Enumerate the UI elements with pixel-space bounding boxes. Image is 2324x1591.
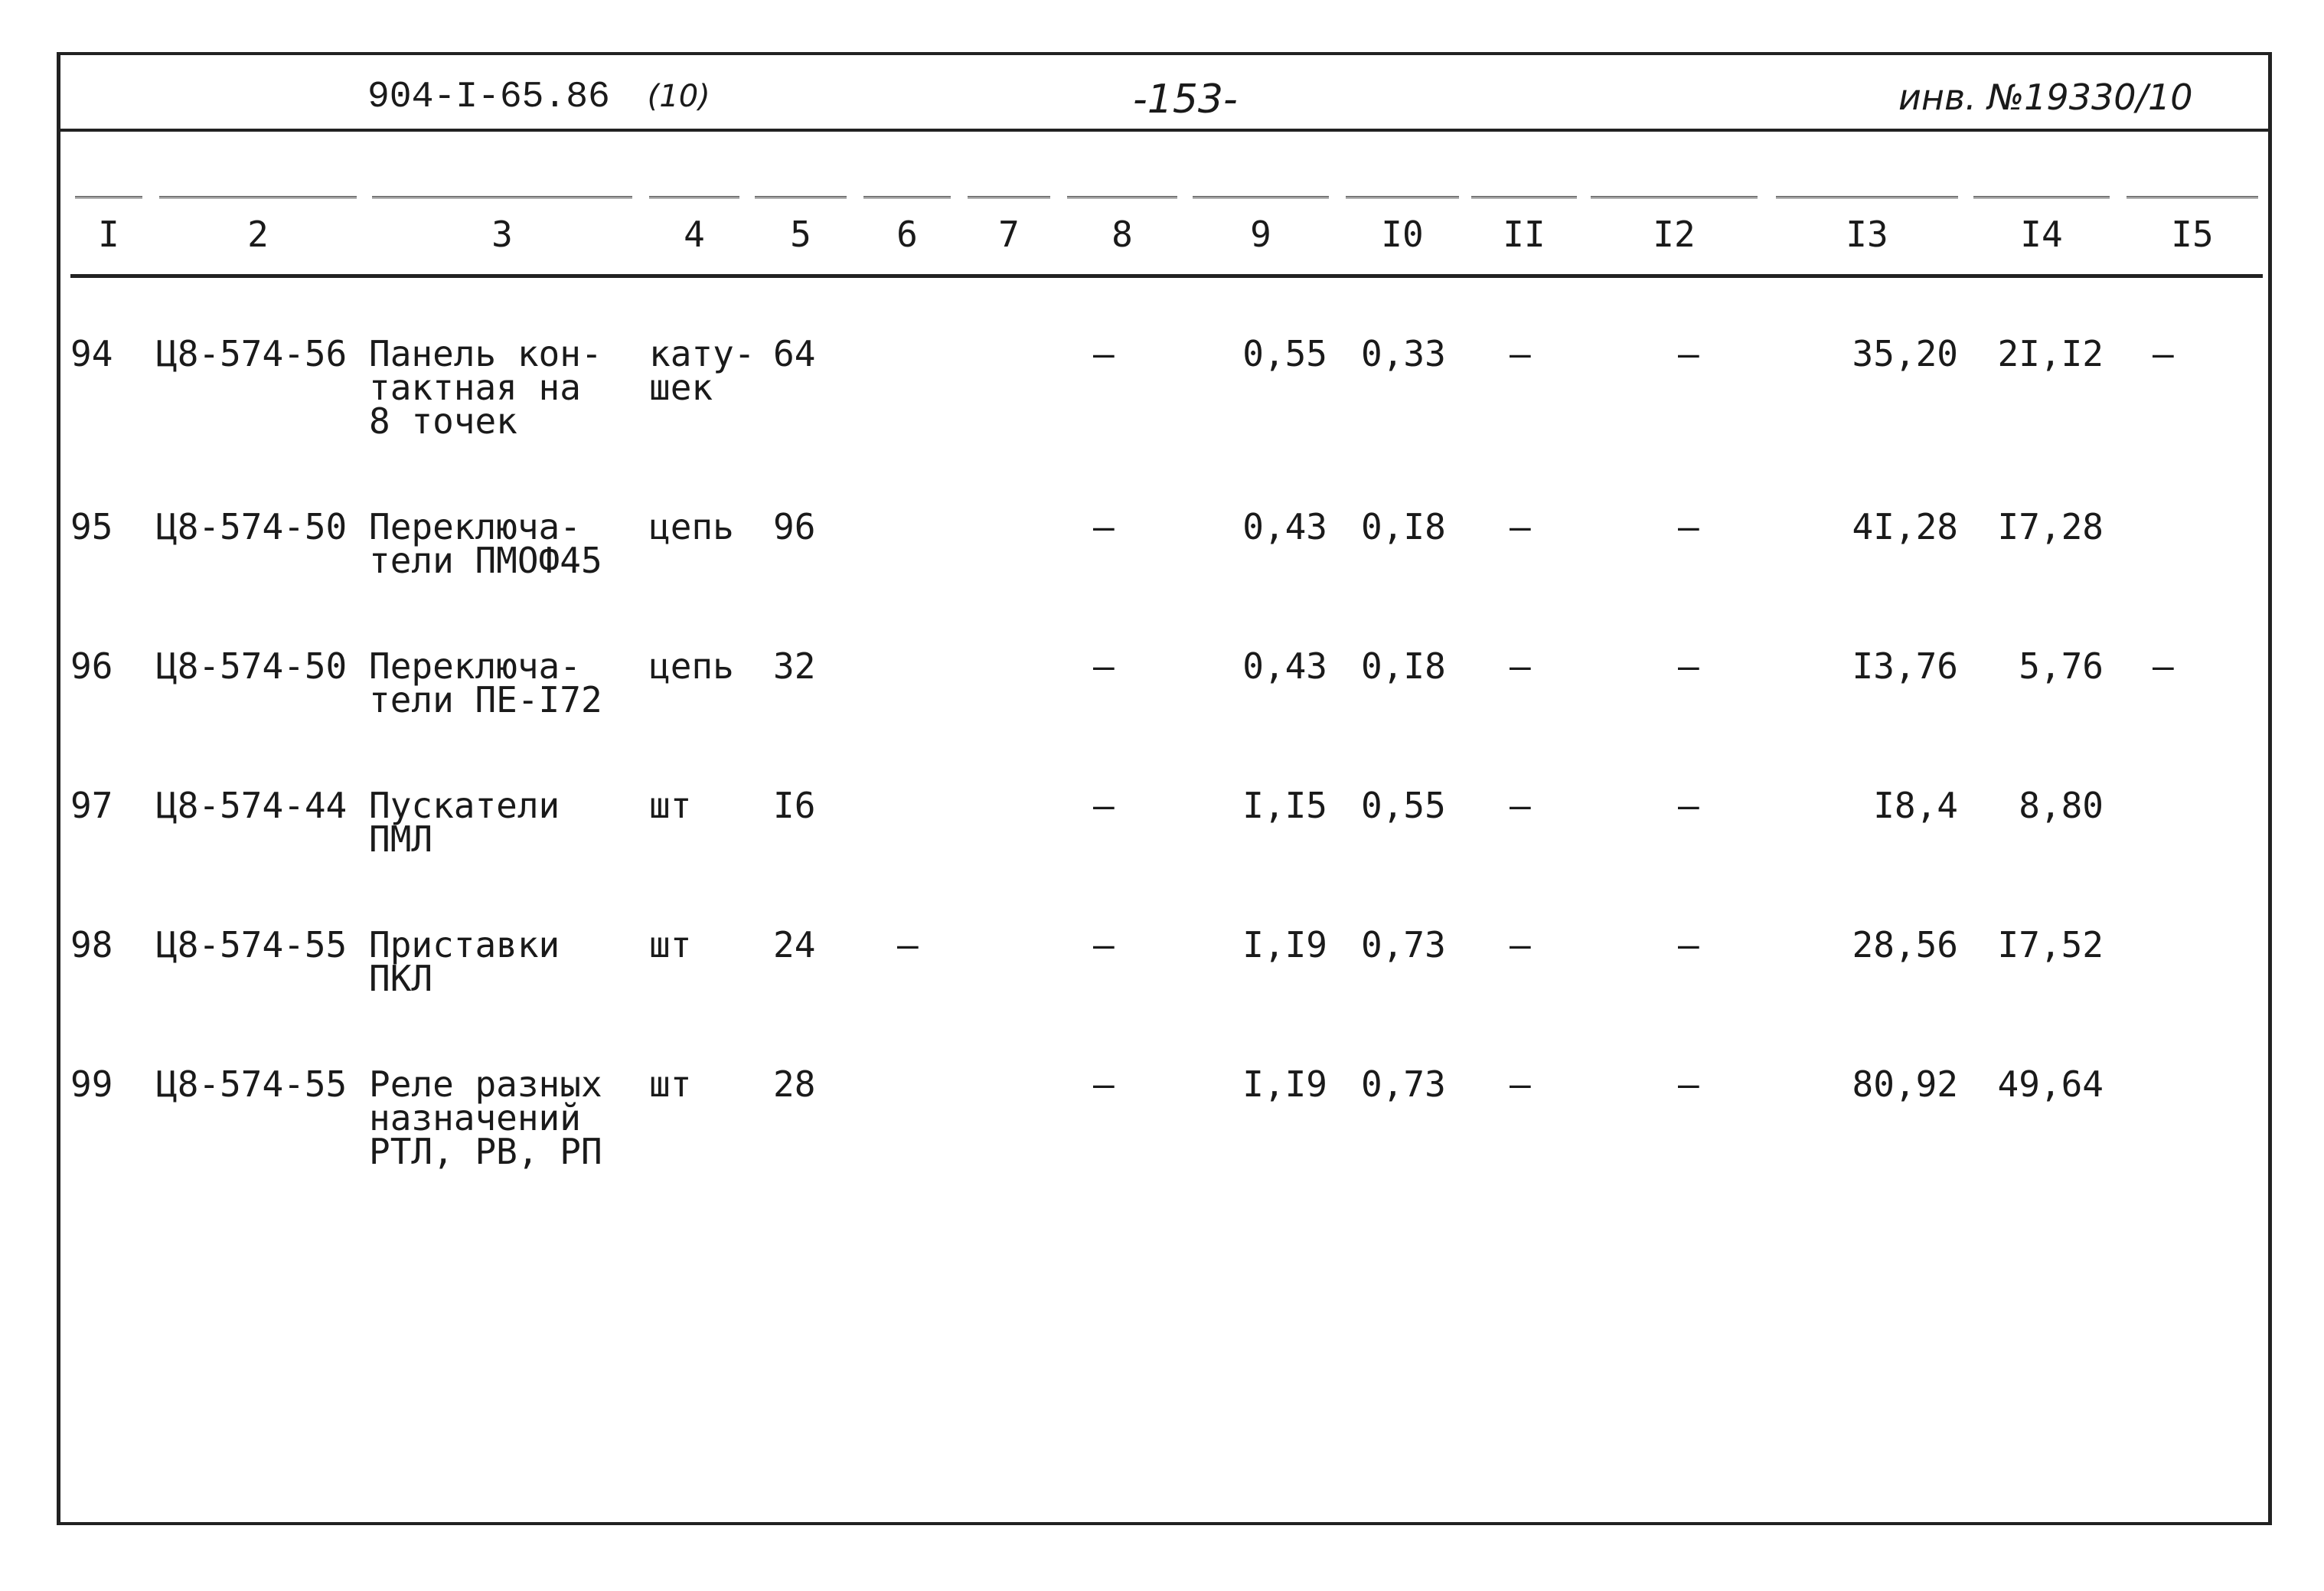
column-header — [1586, 196, 1762, 280]
column-header — [1969, 196, 2114, 280]
column-number: II — [1503, 214, 1546, 255]
cell-col-8: – — [1093, 785, 1115, 826]
cell-col-11: – — [1510, 645, 1531, 687]
cell-col-14: I7,28 — [1997, 506, 2104, 547]
column-header — [963, 196, 1055, 280]
cell-col-12: – — [1678, 785, 1699, 826]
cell-col-5: 32 — [773, 645, 816, 687]
column-rule — [1193, 196, 1329, 203]
cell-col-12: – — [1678, 506, 1699, 547]
cell-col-5: 64 — [773, 333, 816, 374]
unit-line: цепь — [649, 506, 734, 547]
cell-col-9: 0,43 — [1242, 645, 1327, 687]
column-rule — [755, 196, 847, 203]
cell-col-2: Ц8-574-50 — [156, 645, 348, 687]
cell-col-8: – — [1093, 1063, 1115, 1105]
description-line: ПКЛ — [369, 958, 433, 999]
column-rule — [75, 196, 142, 203]
column-number: I5 — [2171, 214, 2214, 255]
column-header — [155, 196, 361, 280]
item-description — [369, 333, 602, 442]
table-row — [70, 1063, 2263, 1197]
column-header — [859, 196, 955, 280]
column-header — [1467, 196, 1581, 280]
cell-col-13: 4I,28 — [1852, 506, 1958, 547]
cell-col-14: 49,64 — [1997, 1063, 2104, 1105]
cell-col-2: Ц8-574-50 — [156, 506, 348, 547]
cell-col-11: – — [1510, 333, 1531, 374]
column-header — [70, 196, 147, 280]
description-line: назначений — [369, 1097, 581, 1139]
description-line: РТЛ, РВ, РП — [369, 1131, 602, 1172]
description-line: Пускатели — [369, 785, 560, 826]
cell-col-8: – — [1093, 333, 1115, 374]
table-row — [70, 333, 2263, 467]
cell-col-13: 80,92 — [1852, 1063, 1958, 1105]
unit-of-measure — [649, 506, 734, 547]
column-header — [645, 196, 744, 280]
cell-col-8: – — [1093, 506, 1115, 547]
column-number: I — [98, 214, 119, 255]
cell-col-6: – — [897, 924, 919, 965]
unit-of-measure — [649, 1063, 692, 1105]
cell-col-5: 28 — [773, 1063, 816, 1105]
unit-line: кату- — [649, 333, 756, 374]
cell-col-10: 0,33 — [1361, 333, 1446, 374]
cell-col-2: Ц8-574-55 — [156, 924, 348, 965]
cell-col-14: 8,80 — [2019, 785, 2104, 826]
cell-col-12: – — [1678, 1063, 1699, 1105]
cell-col-14: 5,76 — [2019, 645, 2104, 687]
cell-col-10: 0,55 — [1361, 785, 1446, 826]
cell-col-11: – — [1510, 1063, 1531, 1105]
cell-col-11: – — [1510, 924, 1531, 965]
column-number: 9 — [1250, 214, 1271, 255]
inventory-number: инв. №19330/10 — [1898, 77, 2193, 118]
column-rule — [372, 196, 632, 203]
table-row — [70, 785, 2263, 919]
column-header — [750, 196, 851, 280]
column-header — [367, 196, 637, 280]
item-description — [369, 1063, 602, 1172]
description-line: Реле разных — [369, 1063, 602, 1105]
cell-col-13: 28,56 — [1852, 924, 1958, 965]
table-row — [70, 506, 2263, 640]
cell-col-15: – — [2153, 645, 2174, 687]
column-number: I4 — [2020, 214, 2063, 255]
description-line: тели ПМОФ45 — [369, 540, 602, 581]
column-rule — [159, 196, 357, 203]
cell-col-2: Ц8-574-55 — [156, 1063, 348, 1105]
column-rule — [1776, 196, 1958, 203]
cell-col-2: Ц8-574-56 — [156, 333, 348, 374]
header-rule — [60, 129, 2268, 132]
cell-col-9: I,I9 — [1242, 924, 1327, 965]
column-number: 8 — [1111, 214, 1133, 255]
column-number: I3 — [1846, 214, 1888, 255]
column-rule — [1471, 196, 1577, 203]
doc-part-text: (10) — [647, 79, 710, 114]
cell-col-5: I6 — [773, 785, 816, 826]
cell-col-8: – — [1093, 924, 1115, 965]
cell-col-1: 97 — [70, 785, 113, 826]
unit-line: цепь — [649, 645, 734, 687]
description-line: ПМЛ — [369, 818, 433, 860]
cell-col-10: 0,I8 — [1361, 645, 1446, 687]
document-number — [367, 77, 710, 130]
cell-col-9: 0,55 — [1242, 333, 1327, 374]
cell-col-12: – — [1678, 333, 1699, 374]
description-line: Приставки — [369, 924, 560, 965]
description-line: Переключа- — [369, 506, 581, 547]
cell-col-5: 96 — [773, 506, 816, 547]
column-number: 4 — [684, 214, 705, 255]
description-line: тактная на — [369, 367, 581, 408]
unit-line: шт — [649, 785, 692, 826]
item-description — [369, 785, 560, 860]
column-header-row — [70, 196, 2263, 280]
cell-col-11: – — [1510, 506, 1531, 547]
table-row — [70, 645, 2263, 779]
column-header — [2122, 196, 2263, 280]
column-number: 3 — [491, 214, 513, 255]
cell-col-1: 96 — [70, 645, 113, 687]
column-rule — [649, 196, 739, 203]
cell-col-12: – — [1678, 645, 1699, 687]
cell-col-9: I,I9 — [1242, 1063, 1327, 1105]
table-row — [70, 924, 2263, 1058]
cell-col-10: 0,I8 — [1361, 506, 1446, 547]
cell-col-14: I7,52 — [1997, 924, 2104, 965]
cell-col-2: Ц8-574-44 — [156, 785, 348, 826]
cell-col-14: 2I,I2 — [1997, 333, 2104, 374]
column-header — [1341, 196, 1464, 280]
cell-col-10: 0,73 — [1361, 1063, 1446, 1105]
column-rule — [1346, 196, 1459, 203]
cell-col-1: 99 — [70, 1063, 113, 1105]
description-line: Панель кон- — [369, 333, 602, 374]
column-rule — [1973, 196, 2110, 203]
cell-col-12: – — [1678, 924, 1699, 965]
description-line: тели ПЕ-I72 — [369, 679, 602, 720]
unit-of-measure — [649, 785, 692, 826]
column-number: 5 — [790, 214, 811, 255]
unit-line: шт — [649, 1063, 692, 1105]
description-line: 8 точек — [369, 400, 517, 442]
column-number: 2 — [247, 214, 269, 255]
cell-col-13: 35,20 — [1852, 333, 1958, 374]
cell-col-9: I,I5 — [1242, 785, 1327, 826]
cell-col-15: – — [2153, 333, 2174, 374]
item-description — [369, 645, 602, 720]
cell-col-11: – — [1510, 785, 1531, 826]
cell-col-1: 95 — [70, 506, 113, 547]
column-rule — [863, 196, 951, 203]
item-description — [369, 506, 602, 581]
column-header-rule — [70, 274, 2263, 278]
column-number: I0 — [1381, 214, 1424, 255]
item-description — [369, 924, 560, 999]
page-number: -153- — [1133, 77, 1238, 123]
column-number: 6 — [896, 214, 918, 255]
column-header — [1771, 196, 1963, 280]
cell-col-13: I3,76 — [1852, 645, 1958, 687]
column-rule — [968, 196, 1050, 203]
cell-col-8: – — [1093, 645, 1115, 687]
column-rule — [2127, 196, 2258, 203]
unit-of-measure — [649, 645, 734, 687]
cell-col-1: 94 — [70, 333, 113, 374]
column-rule — [1067, 196, 1177, 203]
cell-col-13: I8,4 — [1873, 785, 1958, 826]
unit-line: шек — [649, 367, 713, 408]
unit-of-measure — [649, 333, 756, 408]
description-line: Переключа- — [369, 645, 581, 687]
unit-of-measure — [649, 924, 692, 965]
cell-col-1: 98 — [70, 924, 113, 965]
column-header — [1062, 196, 1182, 280]
cell-col-9: 0,43 — [1242, 506, 1327, 547]
column-number: I2 — [1653, 214, 1696, 255]
column-header — [1188, 196, 1333, 280]
column-rule — [1591, 196, 1758, 203]
column-number: 7 — [998, 214, 1020, 255]
cell-col-5: 24 — [773, 924, 816, 965]
unit-line: шт — [649, 924, 692, 965]
cell-col-10: 0,73 — [1361, 924, 1446, 965]
doc-number-text: 904-I-65.86 — [367, 77, 610, 118]
